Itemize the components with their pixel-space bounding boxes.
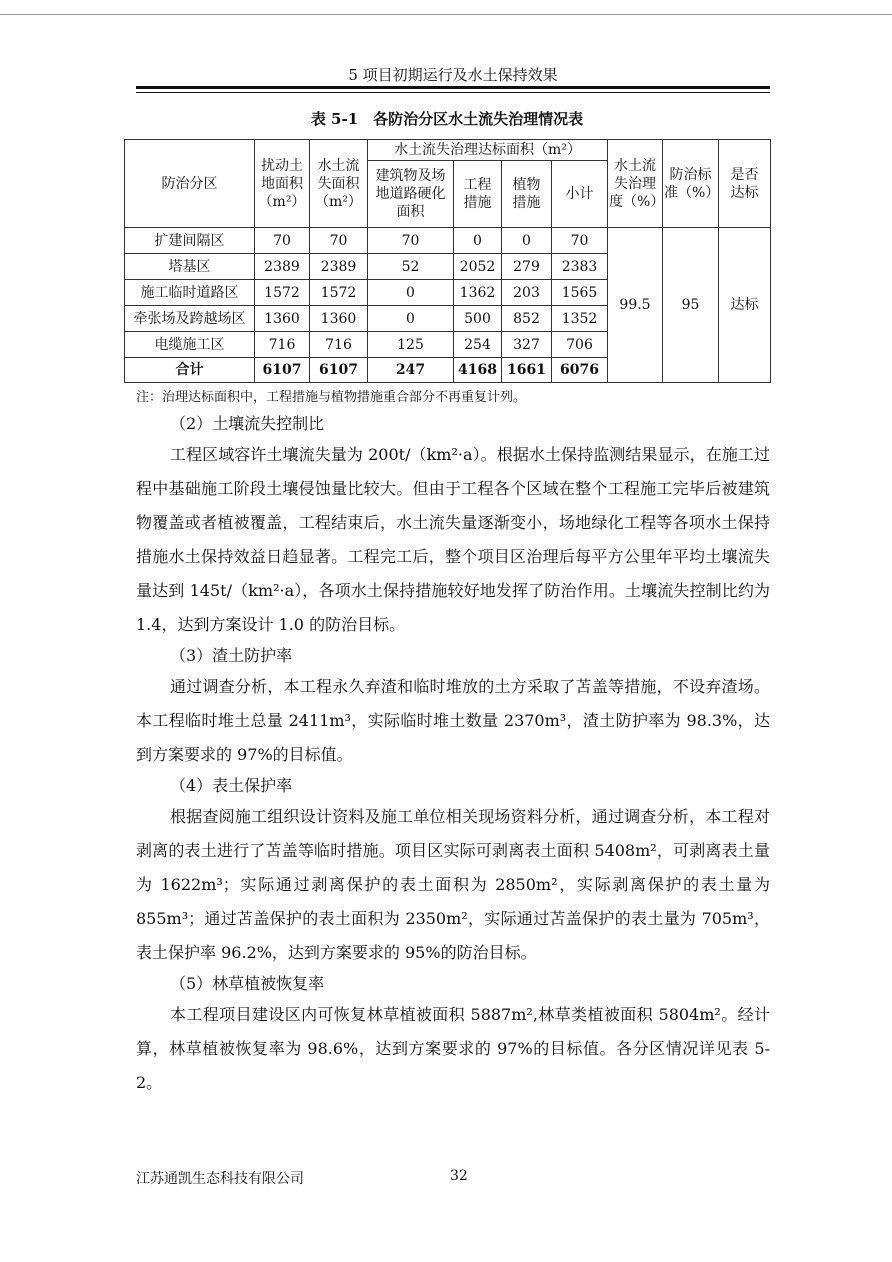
header-pass: 是否 达标 [719, 140, 771, 228]
header-vegetation: 植物 措施 [502, 161, 552, 228]
cell-subtotal: 70 [552, 228, 608, 254]
cell-subtotal: 1565 [552, 280, 608, 306]
header-zone: 防治分区 [125, 140, 255, 228]
cell-engineering: 500 [454, 306, 502, 332]
section-heading-vegetation-recovery: （5）林草植被恢复率 [170, 974, 325, 993]
cell-disturbed: 1572 [255, 280, 310, 306]
cell-subtotal: 706 [552, 332, 608, 358]
cell-total-disturbed: 6107 [255, 358, 310, 383]
cell-disturbed: 1360 [255, 306, 310, 332]
cell-loss: 716 [310, 332, 368, 358]
cell-engineering: 254 [454, 332, 502, 358]
cell-zone: 扩建间隔区 [125, 228, 255, 254]
header-rule-thin [136, 92, 770, 93]
table-note: 注：治理达标面积中，工程措施与植物措施重合部分不再重复计列。 [136, 390, 527, 405]
water-loss-table [124, 139, 771, 383]
cell-standard: 95 [663, 228, 719, 383]
header-treatment-rate: 水土流 失治理 度（%） [608, 140, 663, 228]
table-row [125, 228, 771, 254]
header-disturbed-area: 扰动土 地面积 （m²） [255, 140, 310, 228]
cell-subtotal: 2383 [552, 254, 608, 280]
page-top-border [0, 14, 892, 15]
cell-disturbed: 2389 [255, 254, 310, 280]
running-header: 5 项目初期运行及水土保持效果 [348, 66, 558, 84]
cell-total-subtotal: 6076 [552, 358, 608, 383]
paragraph-topsoil-protection: 根据查阅施工组织设计资料及施工单位相关现场资料分析，通过调查分析，本工程对剥离的表土进行了苫盖等临时措施。项目区实际可剥离表土面积 5408m²，可剥离表土量为 1622m³；实际通过剥离保护的表土面积为 2850m²，实际剥离保护的表土量为 855m³；通过苫盖保护的表土面积为 2350m²，实际通过苫盖保护的表土量为 705m³，表土保护率 96.2%，达到方案要求的 95%的防治目标。 [136, 807, 770, 962]
cell-total-loss: 6107 [310, 358, 368, 383]
cell-zone: 塔基区 [125, 254, 255, 280]
cell-loss: 1572 [310, 280, 368, 306]
cell-vegetation: 279 [502, 254, 552, 280]
cell-zone: 施工临时道路区 [125, 280, 255, 306]
cell-loss: 2389 [310, 254, 368, 280]
page-number: 32 [450, 1168, 468, 1184]
section-heading-soil-loss-ratio: （2）土壤流失控制比 [170, 414, 325, 433]
cell-total-engineering: 4168 [454, 358, 502, 383]
paragraph-vegetation-recovery: 本工程项目建设区内可恢复林草植被面积 5887m²,林草类植被面积 5804m²。经计算，林草植被恢复率为 98.6%，达到方案要求的 97%的目标值。各分区情况详见表 5-2。 [136, 1005, 770, 1092]
cell-vegetation: 327 [502, 332, 552, 358]
cell-zone: 牵张场及跨越场区 [125, 306, 255, 332]
header-rule-thick [136, 86, 770, 89]
cell-hardened: 0 [368, 306, 454, 332]
cell-treatment-rate: 99.5 [608, 228, 663, 383]
cell-disturbed: 716 [255, 332, 310, 358]
cell-vegetation: 0 [502, 228, 552, 254]
cell-loss: 70 [310, 228, 368, 254]
header-engineering: 工程 措施 [454, 161, 502, 228]
cell-total-hardened: 247 [368, 358, 454, 383]
body-text [136, 410, 770, 1100]
header-subtotal: 小计 [552, 161, 608, 228]
header-loss-area: 水土流 失面积 （m²） [310, 140, 368, 228]
cell-hardened: 125 [368, 332, 454, 358]
cell-engineering: 1362 [454, 280, 502, 306]
section-heading-topsoil-protection: （4）表土保护率 [170, 776, 293, 795]
cell-total-vegetation: 1661 [502, 358, 552, 383]
cell-engineering: 2052 [454, 254, 502, 280]
cell-disturbed: 70 [255, 228, 310, 254]
paragraph-soil-loss-ratio: 工程区域容许土壤流失量为 200t/（km²·a）。根据水土保持监测结果显示，在施工过程中基础施工阶段土壤侵蚀量比较大。但由于工程各个区域在整个工程施工完毕后被建筑物覆盖或者植被覆盖，工程结束后，水土流失量逐渐变小，场地绿化工程等各项水土保持措施水土保持效益日趋显著。工程完工后，整个项目区治理后每平方公里年平均土壤流失量达到 145t/（km²·a），各项水土保持措施较好地发挥了防治作用。土壤流失控制比约为 1.4，达到方案设计 1.0 的防治目标。 [136, 445, 770, 634]
cell-vegetation: 203 [502, 280, 552, 306]
cell-pass: 达标 [719, 228, 771, 383]
cell-zone: 电缆施工区 [125, 332, 255, 358]
cell-hardened: 52 [368, 254, 454, 280]
cell-total-label: 合计 [125, 358, 255, 383]
cell-vegetation: 852 [502, 306, 552, 332]
cell-loss: 1360 [310, 306, 368, 332]
cell-subtotal: 1352 [552, 306, 608, 332]
header-treated-area-group: 水土流失治理达标面积（m²） [368, 140, 608, 161]
table-caption: 表 5-1 各防治分区水土流失治理情况表 [310, 110, 584, 128]
header-hardened-area: 建筑物及场 地道路硬化 面积 [368, 161, 454, 228]
footer-company: 江苏通凯生态科技有限公司 [136, 1171, 304, 1187]
cell-hardened: 0 [368, 280, 454, 306]
cell-engineering: 0 [454, 228, 502, 254]
header-standard: 防治标 准（%） [663, 140, 719, 228]
section-heading-spoil-protection: （3）渣土防护率 [170, 646, 293, 665]
cell-hardened: 70 [368, 228, 454, 254]
paragraph-spoil-protection: 通过调查分析，本工程永久弃渣和临时堆放的土方采取了苫盖等措施，不设弃渣场。本工程临时堆土总量 2411m³，实际临时堆土数量 2370m³，渣土防护率为 98.3%，达到方案要求的 97%的目标值。 [136, 677, 770, 764]
